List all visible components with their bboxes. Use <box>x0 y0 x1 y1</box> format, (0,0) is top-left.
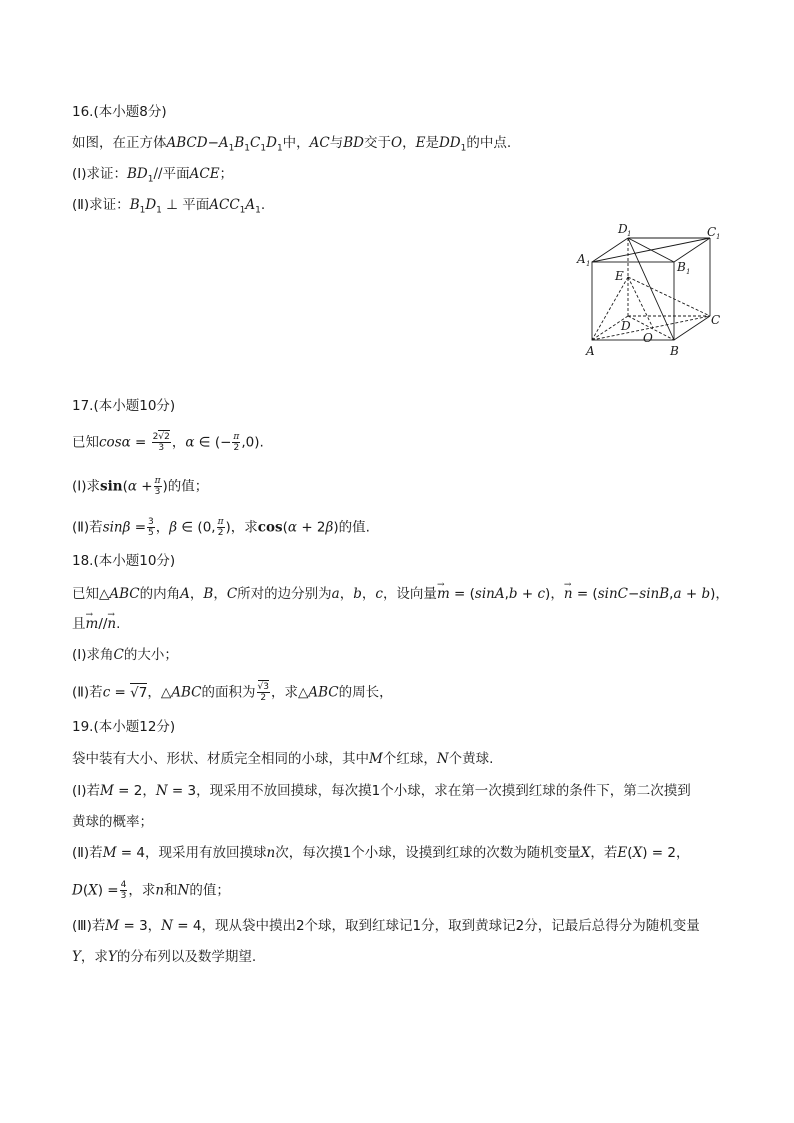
svg-text:1: 1 <box>686 268 691 276</box>
q19-part1-line1: (Ⅰ)若M = 2，N = 3，现采用不放回摸球，每次摸1个小球，求在第一次摸到红球的条件下，第二次摸到 <box>72 783 691 799</box>
svg-text:A: A <box>586 344 595 358</box>
svg-text:D: D <box>618 222 628 236</box>
svg-text:1: 1 <box>627 230 632 238</box>
cube-figure <box>572 218 728 363</box>
q17-part2: (Ⅱ)若sinβ = $\frac{3}{5}$ ，β ∈ (0, $\frac{\pi}{2}$ )，求cos(α + 2β)的值. <box>72 517 370 538</box>
svg-text:1: 1 <box>716 233 721 241</box>
svg-text:O: O <box>643 331 653 345</box>
svg-text:A: A <box>577 252 586 266</box>
q16-intro: 如图，在正方体$ABCD-A_1B_1C_1D_1$中，AC与BD交于O，E是$DD_1$的中点. <box>72 135 512 154</box>
q16-part1: (Ⅰ)求证：$BD_1//$平面ACE； <box>72 166 234 185</box>
q18-line1: 已知△ABC的内角A，B，C所对的边分别为a，b，c，设向量→ m = (sinA,b + c)，→ n = (sinC−sinB,a + b)， <box>72 585 729 603</box>
svg-text:B: B <box>677 260 686 274</box>
q19-part2-line1: (Ⅱ)若M = 4，现采用有放回摸球n次，每次摸1个小球，设摸到红球的次数为随机变量X，若E(X) = 2， <box>72 845 690 861</box>
q17-header: 17.(本小题10分) <box>72 398 176 414</box>
q19-part2-line2: D(X) = $\frac{4}{3}$ ，求n和N的值； <box>72 880 230 901</box>
q18-header: 18.(本小题10分) <box>72 553 176 569</box>
svg-text:C: C <box>707 225 717 239</box>
q19-intro: 袋中装有大小、形状、材质完全相同的小球，其中M个红球，N个黄球. <box>72 751 494 767</box>
q19-header: 19.(本小题12分) <box>72 719 176 735</box>
q19-part3-line2: Y，求Y的分布列以及数学期望. <box>72 949 257 965</box>
q16-part2: (Ⅱ)求证：$B_1D_1$ ⊥ 平面$ACC_1A_1$. <box>72 197 266 216</box>
q17-part1: (Ⅰ)求sin(α + $\frac{\pi}{3}$ )的值； <box>72 476 209 497</box>
q18-part2: (Ⅱ)若c = √7，△ABC的面积为 $\frac{√3}{2}$ ，求△ABC的周长， <box>72 682 393 703</box>
vertex-labels <box>576 222 720 358</box>
q19-part1-line2: 黄球的概率； <box>72 814 153 830</box>
q18-line2: 且→ m//→ n. <box>72 615 120 633</box>
svg-text:C: C <box>711 313 721 327</box>
svg-text:1: 1 <box>586 260 591 268</box>
q17-given: 已知cosα = $\frac{2√2}{3}$ ，α ∈ (− $\frac{\pi}{2}$ ,0). <box>72 432 264 453</box>
svg-text:D: D <box>621 319 631 333</box>
svg-text:E: E <box>615 269 624 283</box>
q19-part3-line1: (Ⅲ)若M = 3，N = 4，现从袋中摸出2个球，取到红球记1分，取到黄球记2分，记最后总得分为随机变量 <box>72 918 700 934</box>
q18-part1: (Ⅰ)求角C的大小； <box>72 647 178 663</box>
svg-text:B: B <box>670 344 679 358</box>
q16-header: 16.(本小题8分) <box>72 104 167 120</box>
